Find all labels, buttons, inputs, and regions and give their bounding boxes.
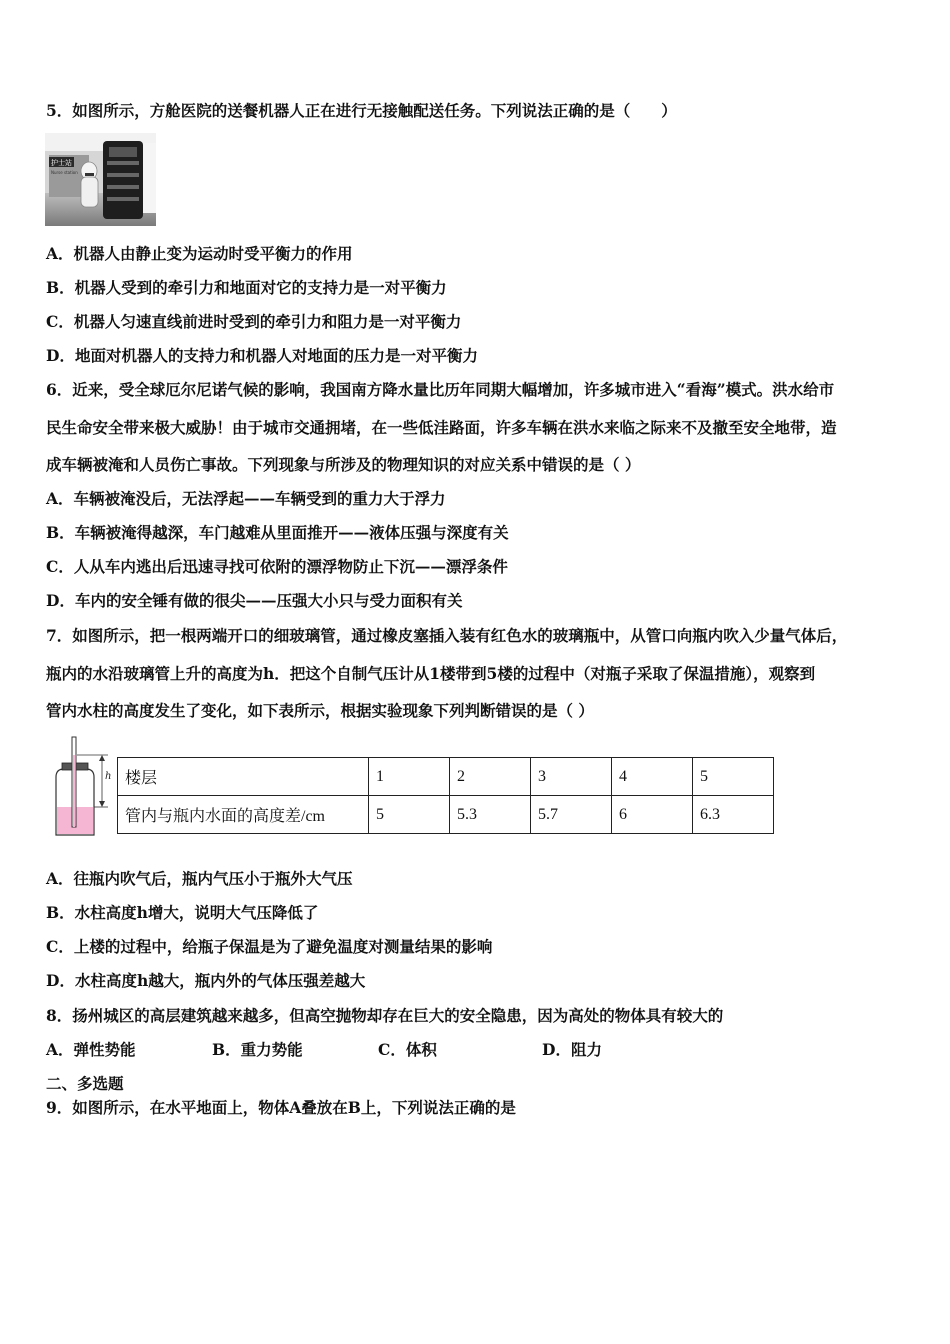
q6-stem-line-1: 6．近来，受全球厄尔尼诺气候的影响，我国南方降水量比历年同期大幅增加，许多城市进入“看海”模式。洪水给市 xyxy=(46,380,835,399)
section-title: 二、多选题 xyxy=(46,1074,124,1093)
q5-option-c: C．机器人匀速直线前进时受到的牵引力和阻力是一对平衡力 xyxy=(46,312,462,331)
q6-option-d: D．车内的安全锤有做的很尖——压强大小只与受力面积有关 xyxy=(46,591,463,610)
table-header-height: 管内与瓶内水面的高度差/cm xyxy=(118,796,369,834)
table-cell: 4 xyxy=(612,758,693,796)
q6-option-b: B．车辆被淹得越深，车门越难从里面推开——液体压强与深度有关 xyxy=(46,523,509,542)
sign-text-en: Nurse station xyxy=(51,170,78,175)
q5-option-a: A．机器人由静止变为运动时受平衡力的作用 xyxy=(46,244,353,263)
robot-photo xyxy=(45,133,156,226)
height-label: h xyxy=(105,771,112,782)
table-cell: 5 xyxy=(693,758,774,796)
q5-stem: 5．如图所示，方舱医院的送餐机器人正在进行无接触配送任务。下列说法正确的是（ ） xyxy=(46,101,677,120)
table-cell: 6.3 xyxy=(693,796,774,834)
table-cell: 6 xyxy=(612,796,693,834)
q7-stem-line-2: 瓶内的水沿玻璃管上升的高度为h．把这个自制气压计从1楼带到5楼的过程中（对瓶子采取了保温措施），观察到 xyxy=(46,664,816,683)
table-header-floor: 楼层 xyxy=(118,758,369,796)
q7-option-d: D．水柱高度h越大，瓶内外的气体压强差越大 xyxy=(46,971,366,990)
q7-option-a: A．往瓶内吹气后，瓶内气压小于瓶外大气压 xyxy=(46,869,353,888)
q6-stem-line-2: 民生命安全带来极大威胁！由于城市交通拥堵，在一些低洼路面，许多车辆在洪水来临之际来不及撤至安全地带，造 xyxy=(46,418,837,437)
q8-options xyxy=(46,1040,602,1060)
table-cell: 3 xyxy=(531,758,612,796)
q8-option-c: C．体积 xyxy=(378,1040,437,1059)
q6-option-c: C．人从车内逃出后迅速寻找可依附的漂浮物防止下沉——漂浮条件 xyxy=(46,557,508,576)
table-cell: 5.3 xyxy=(450,796,531,834)
q8-stem: 8．扬州城区的高层建筑越来越多，但高空抛物却存在巨大的安全隐患，因为高处的物体具有较大的 xyxy=(46,1006,724,1025)
sign-text: 护士站 xyxy=(51,159,72,167)
q6-option-a: A．车辆被淹没后，无法浮起——车辆受到的重力大于浮力 xyxy=(46,489,446,508)
q7-stem-line-3: 管内水柱的高度发生了变化，如下表所示，根据实验现象下列判断错误的是（ ） xyxy=(46,701,594,720)
q6-stem-line-3: 成车辆被淹和人员伤亡事故。下列现象与所涉及的物理知识的对应关系中错误的是（ ） xyxy=(46,455,641,474)
q7-stem-line-1: 7．如图所示，把一根两端开口的细玻璃管，通过橡皮塞插入装有红色水的玻璃瓶中，从管口向瓶内吹入少量气体后， xyxy=(46,626,848,645)
table-row xyxy=(118,758,774,796)
q8-option-b: B．重力势能 xyxy=(212,1040,303,1059)
q5-option-b: B．机器人受到的牵引力和地面对它的支持力是一对平衡力 xyxy=(46,278,447,297)
q8-option-d: D．阻力 xyxy=(542,1040,602,1059)
q5-option-d: D．地面对机器人的支持力和机器人对地面的压力是一对平衡力 xyxy=(46,346,478,365)
floor-height-table xyxy=(117,757,774,834)
q7-option-c: C．上楼的过程中，给瓶子保温是为了避免温度对测量结果的影响 xyxy=(46,937,493,956)
q8-option-a: A．弹性势能 xyxy=(46,1040,136,1059)
q7-option-b: B．水柱高度h增大，说明大气压降低了 xyxy=(46,903,319,922)
barometer-figure xyxy=(50,735,118,837)
table-row xyxy=(118,796,774,834)
table-cell: 1 xyxy=(369,758,450,796)
table-cell: 5.7 xyxy=(531,796,612,834)
q9-stem: 9．如图所示，在水平地面上，物体A叠放在B上，下列说法正确的是 xyxy=(46,1098,516,1117)
table-cell: 2 xyxy=(450,758,531,796)
table-cell: 5 xyxy=(369,796,450,834)
